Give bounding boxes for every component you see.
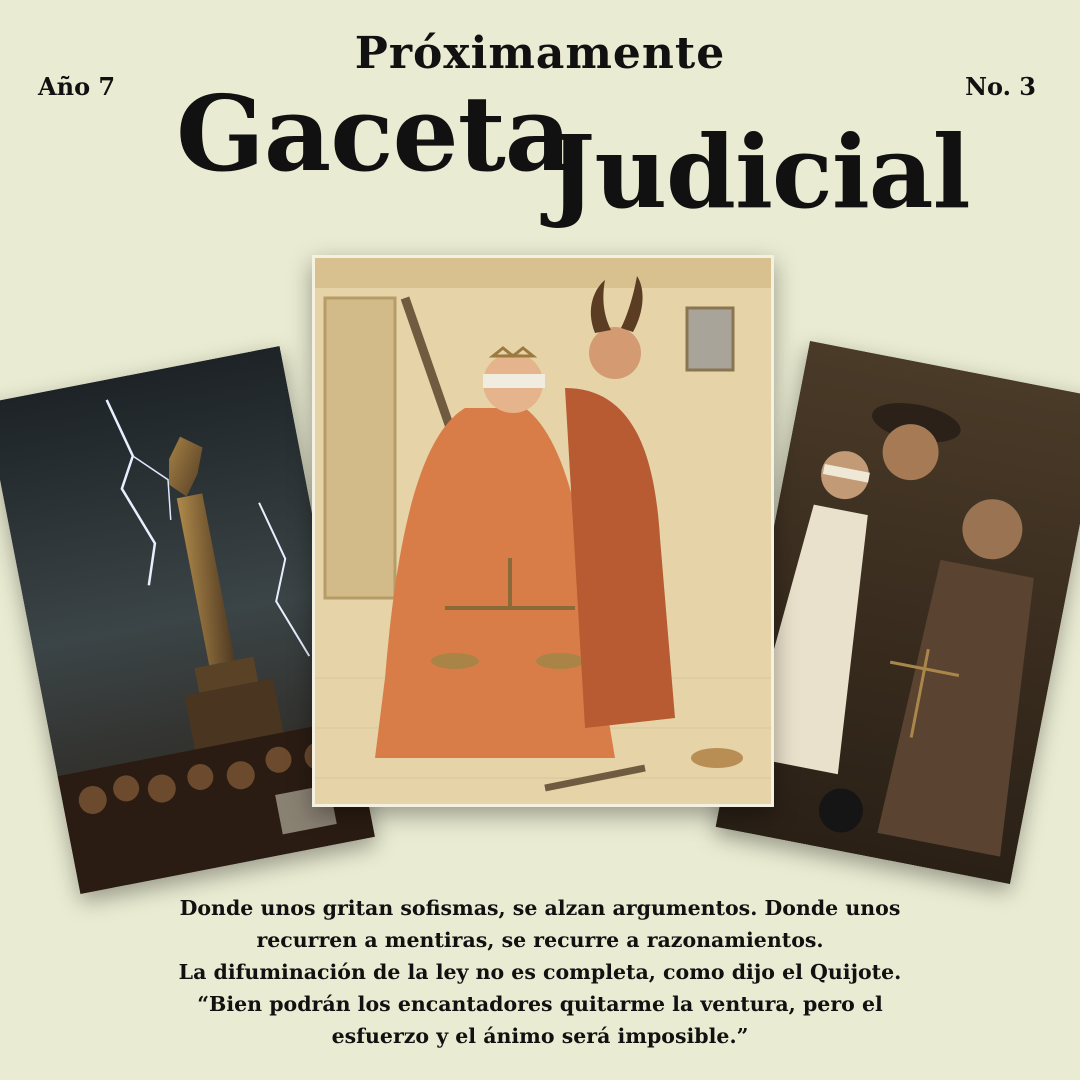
issue-number: No. 3	[965, 72, 1036, 101]
caption-line: recurren a mentiras, se recurre a razonamientos.	[256, 928, 824, 952]
blindfolded-justice-painting	[312, 255, 774, 807]
issue-year: Año 7	[38, 72, 116, 101]
kicker-label: Próximamente	[354, 28, 726, 79]
masthead-title-judicial: Judicial	[548, 113, 970, 231]
caption-line: Donde unos gritan sofismas, se alzan argumentos. Donde unos	[179, 896, 901, 920]
caption-line: “Bien podrán los encantadores quitarme la ventura, pero el	[197, 992, 883, 1016]
caption-line: esfuerzo y el ánimo será imposible.”	[331, 1024, 749, 1048]
caption-text	[160, 892, 920, 1052]
masthead-title-gaceta: Gaceta	[176, 72, 572, 195]
caption-line: La difuminación de la ley no es completa, como dijo el Quijote.	[178, 960, 902, 984]
